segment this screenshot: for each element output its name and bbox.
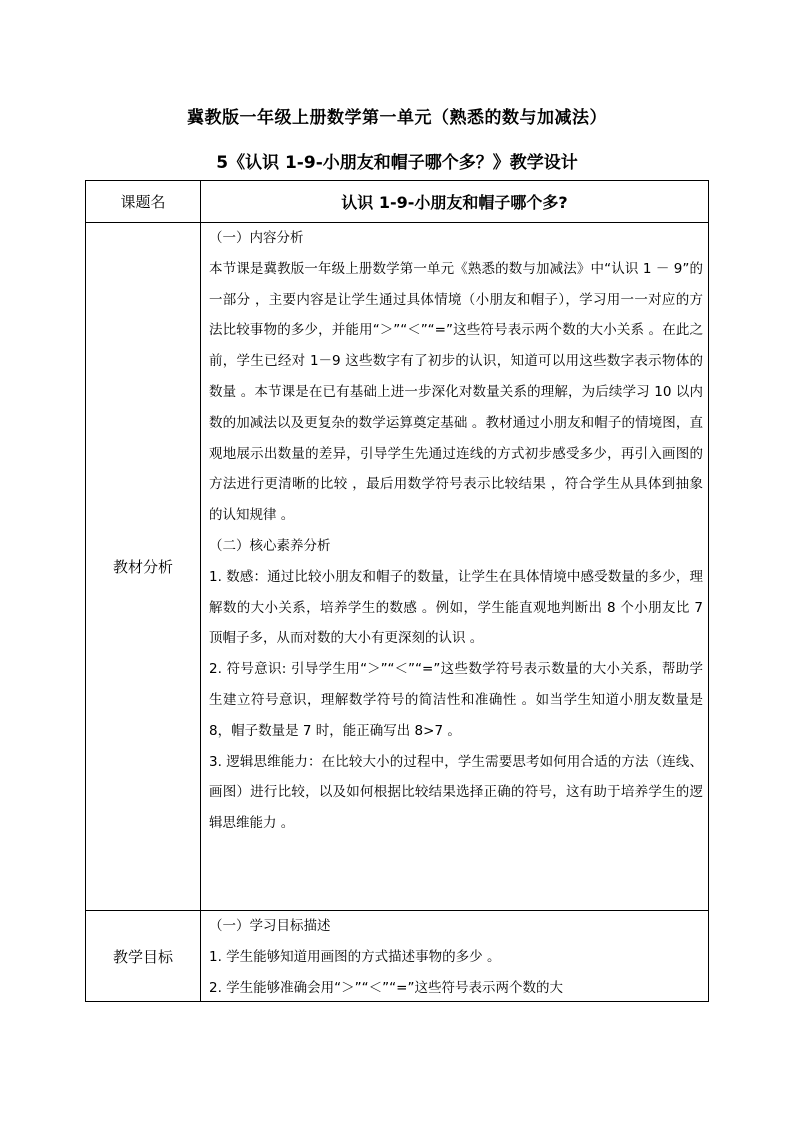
goal-item-2: 2. 学生能够准确会用“＞”“＜”“=”这些符号表示两个数的大 [209, 979, 563, 996]
table-row [86, 911, 709, 1002]
literacy-analysis-heading: （二）核心素养分析 [209, 537, 331, 554]
row-label-topic: 课题名 [86, 181, 201, 223]
table-row [86, 181, 709, 223]
goals-heading: （一）学习目标描述 [209, 918, 331, 934]
row-label-material-analysis: 教材分析 [86, 223, 201, 911]
content-analysis-heading: （一）内容分析 [209, 230, 304, 246]
goal-item-1: 1. 学生能够知道用画图的方式描述事物的多少 。 [209, 948, 501, 965]
material-analysis-cell [201, 223, 709, 911]
lesson-plan-table [85, 180, 709, 1002]
table-row [86, 223, 709, 911]
topic-name: 认识 1-9-小朋友和帽子哪个多? [201, 181, 709, 223]
row-label-teaching-goals: 教学目标 [86, 911, 201, 1002]
literacy-item-symbol-awareness: 2. 符号意识: 引导学生用“＞”“＜”“=”这些数学符号表示数量的大小关系，帮助学生建立符号意识，理解数学符号的简洁性和准确性 。如当学生知道小朋友数量是 8，帽子数量是 7 时，能正确写出 8>7 。 [209, 661, 703, 739]
literacy-item-number-sense: 1. 数感：通过比较小朋友和帽子的数量，让学生在具体情境中感受数量的多少，理解数的大小关系，培养学生的数感 。例如，学生能直观地判断出 8 个小朋友比 7 顶帽子多，从而对数的大小有更深刻的认识 。 [209, 568, 703, 647]
content-analysis-text: 本节课是冀教版一年级上册数学第一单元《熟悉的数与加减法》中“认识 1 － 9”的一部分 ，主要内容是让学生通过具体情境（小朋友和帽子），学习用一一对应的方法比较事物的多少，并能用“＞”“＜”“=”这些符号表示两个数的大小关系 。在此之前，学生已经对 1－9 这些数字有了初步的认识，知道可以用这些数字表示物体的数量 。本节课是在已有基础上进一步深化对数量关系的理解，为后续学习 10 以内数的加减法以及更复杂的数学运算奠定基础 。教材通过小朋友和帽子的情境图，直观地展示出数量的差异，引导学生先通过连线的方式初步感受多少，再引入画图的方法进行更清晰的比较 ，最后用数学符号表示比较结果 ，符合学生从具体到抽象的认知规律 。 [209, 260, 703, 524]
document-subtitle: 5《认识 1-9-小朋友和帽子哪个多？》教学设计 [216, 153, 578, 173]
teaching-goals-cell [201, 911, 709, 1002]
document-title: 冀教版一年级上册数学第一单元（熟悉的数与加减法） [187, 108, 607, 128]
literacy-item-logic: 3. 逻辑思维能力：在比较大小的过程中，学生需要思考如何用合适的方法（连线、画图）进行比较，以及如何根据比较结果选择正确的符号，这有助于培养学生的逻辑思维能力 。 [209, 753, 703, 832]
